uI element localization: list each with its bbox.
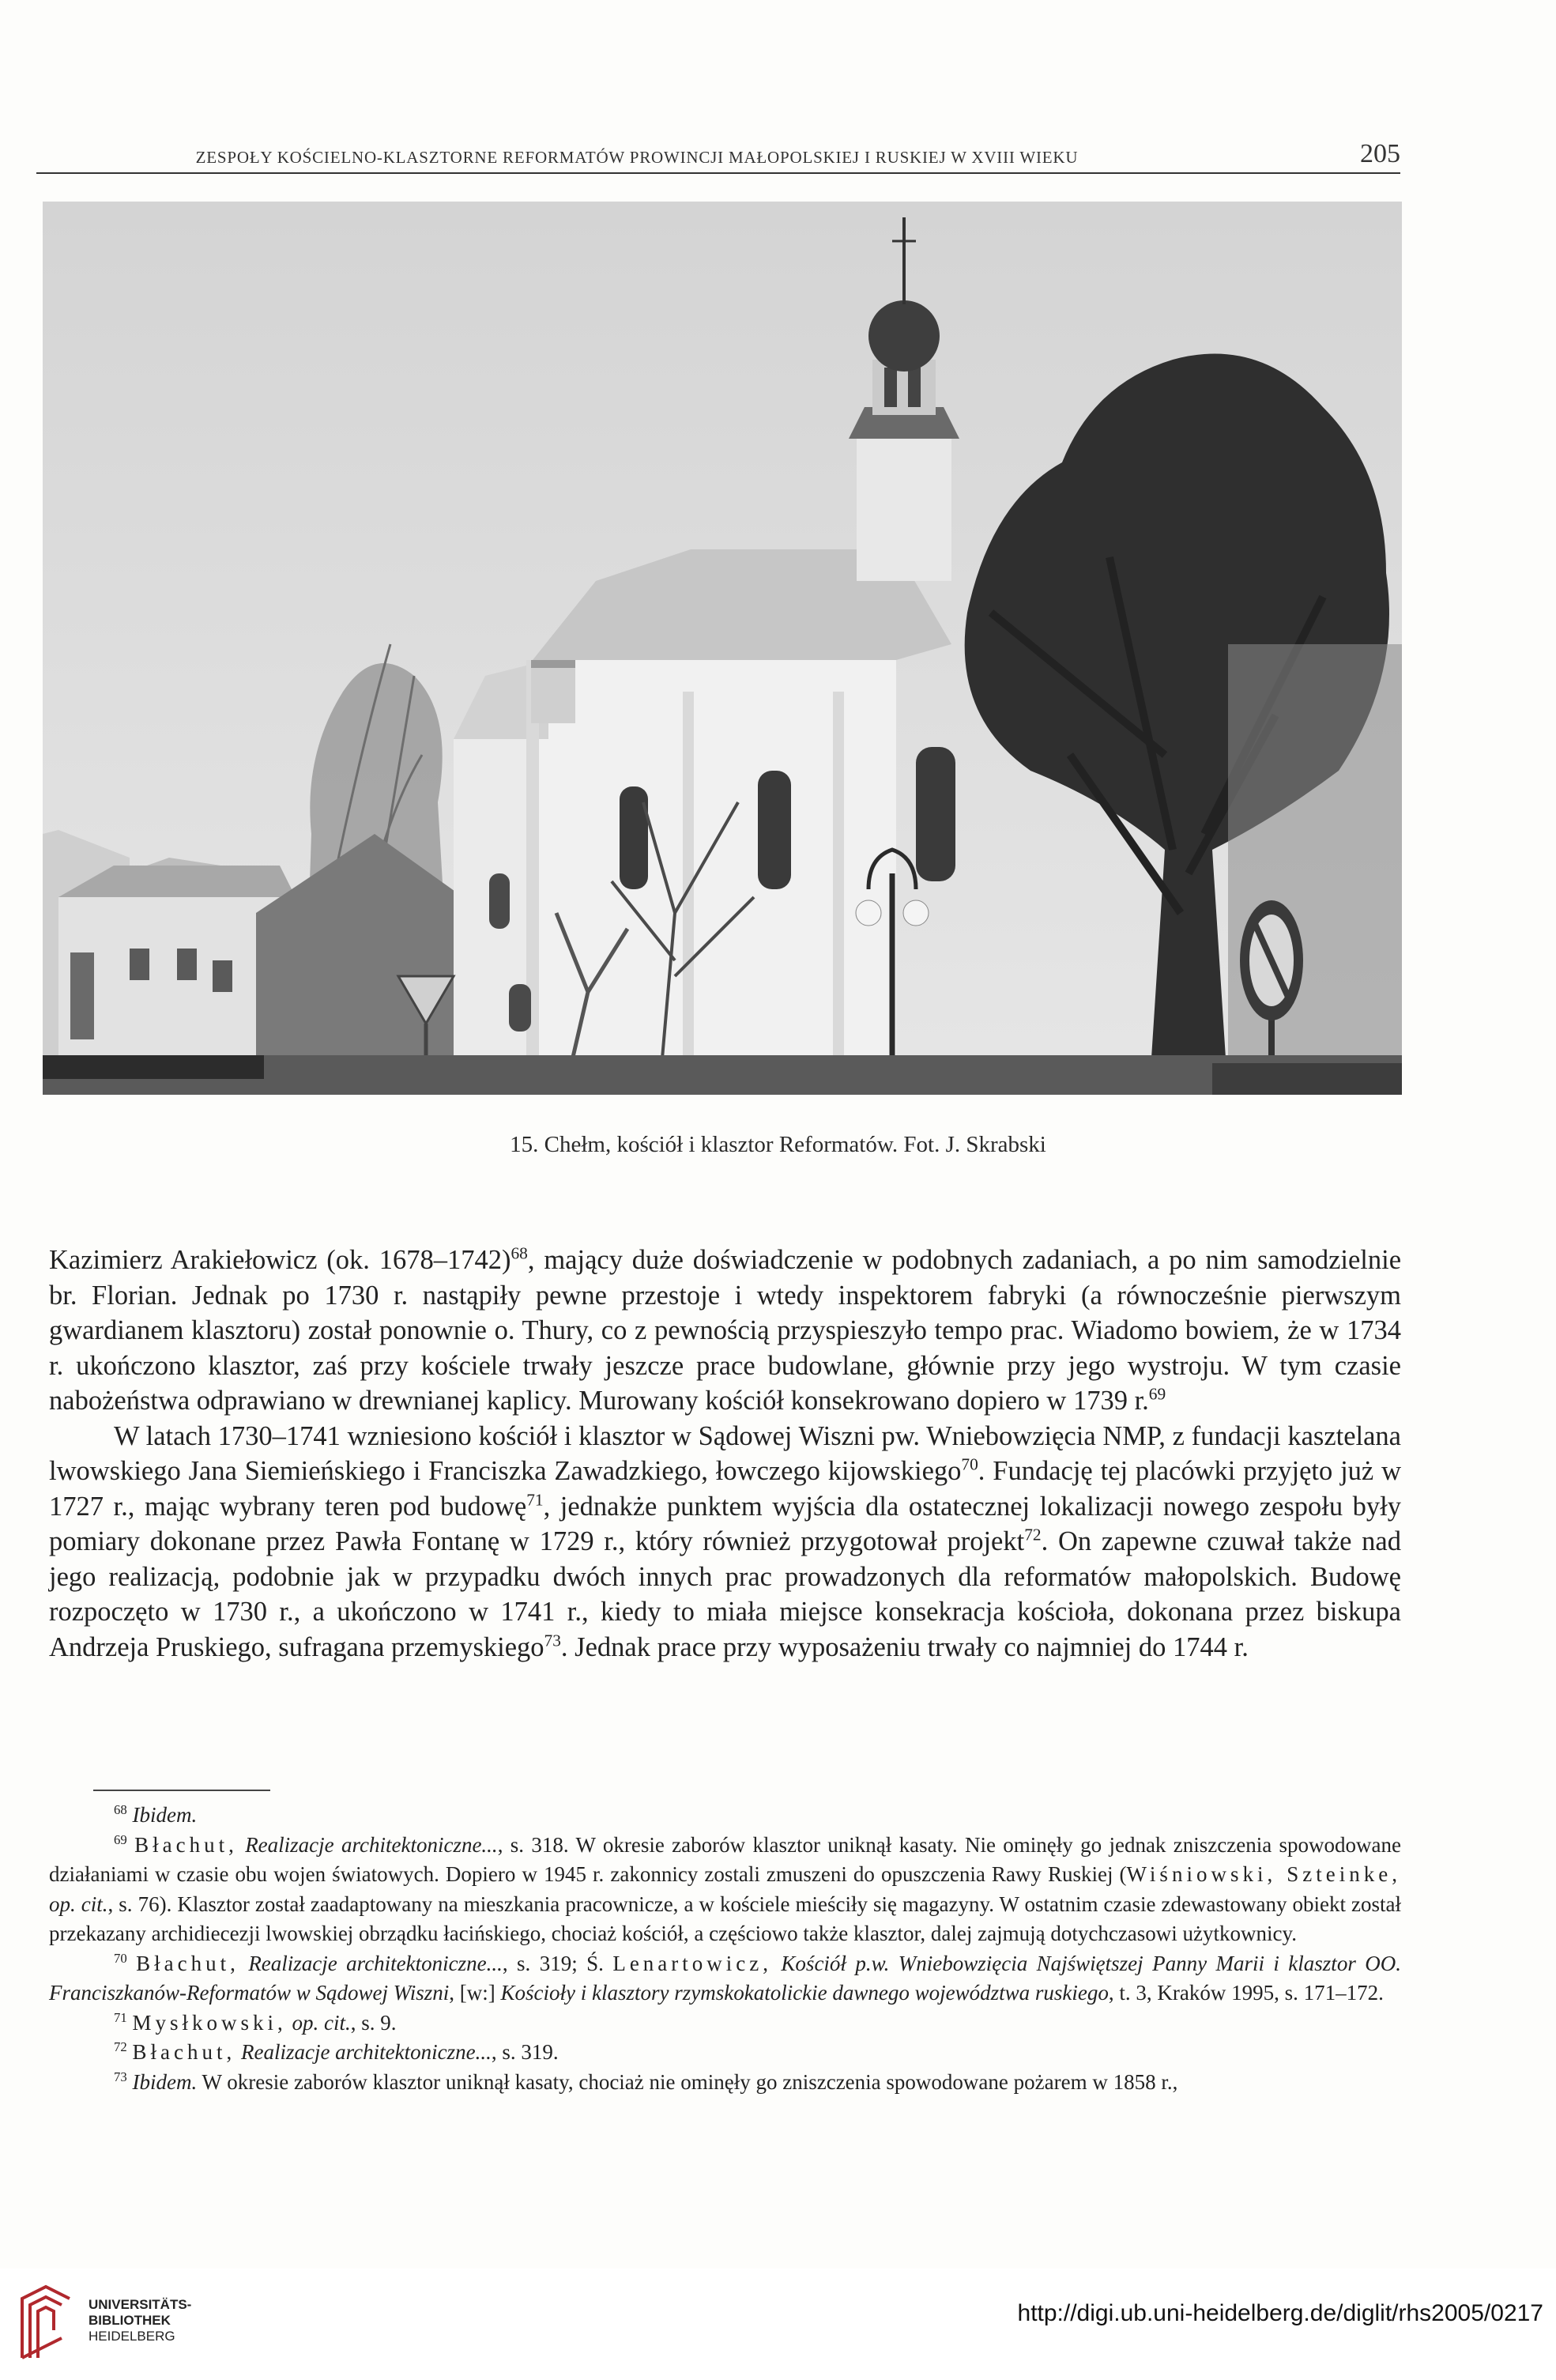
text-run: . Fundację tej placówki przyjęto już w 1727 r., mając wybrany teren pod budowę: [49, 1456, 1401, 1522]
footnote-70: [49, 1949, 1401, 2008]
footnote-69: [49, 1831, 1401, 1949]
page-number: 205: [1360, 139, 1400, 168]
text-run: W latach 1730–1741 wzniesiono kościół i klasztor w Sądowej Wiszni pw. Wniebowzięcia NMP, z fundacji kasztelana lwowskiego Jana Siemieńskiego i Franciszka Zawadzkiego, łowczego kijowskiego: [49, 1420, 1401, 1486]
footnote-text: , [w:]: [449, 1981, 501, 2005]
digitization-footer: [0, 2269, 1556, 2380]
library-name-line: BIBLIOTHEK: [89, 2313, 171, 2328]
library-name: [89, 2297, 191, 2344]
text-run: . Jednak prace przy wyposażeniu trwały co najmniej do 1744 r.: [560, 1631, 1249, 1662]
footnote-73: [49, 2068, 1401, 2098]
footnote-text: W okresie zaborów klasztor uniknął kasaty, chociaż nie ominęły go zniszczenia spowodowane pożarem w 1858 r.,: [197, 2069, 1178, 2094]
source-url-link[interactable]: http://digi.ub.uni-heidelberg.de/diglit/rhs2005/0217: [1017, 2300, 1543, 2326]
footnote-title: Kościoły i klasztory rzymskokatolickie dawnego województwa ruskiego: [500, 1981, 1109, 2005]
footnote-ref: 68: [511, 1243, 528, 1263]
footnote-number: 71: [114, 2009, 127, 2025]
footnote-72: [49, 2038, 1401, 2068]
running-head-title: ZESPOŁY KOŚCIELNO-KLASZTORNE REFORMATÓW PROWINCJI MAŁOPOLSKIEJ I RUSKIEJ W XVIII WIEKU: [195, 148, 1079, 167]
footnote-ref: 69: [1148, 1384, 1166, 1404]
footnote-title: Realizacje architektoniczne...: [240, 2040, 492, 2064]
footnote-number: 68: [114, 1802, 127, 1817]
footnote-author: Wiśniowski, Szteinke,: [1126, 1862, 1401, 1886]
footnote-author: Błachut,: [132, 2040, 236, 2064]
footnote-ibidem: Ibidem.: [132, 1803, 198, 1827]
text-run: , mający duże doświadczenie w podobnych zadaniach, a po nim samodzielnie br. Florian. Jednak po 1730 r. nastąpiły pewne przestoje i wtedy inspektorem fabryki (a równocześnie pierwszym gwardianem klasztoru) został ponownie o. Thury, co z pewnością przyspieszyło tempo prac. Wiadomo bowiem, że w 1734 r. ukończono klasztor, zaś przy kościele trwały jeszcze prace budowlane, głównie przy jego wystroju. W tym czasie nabożeństwa odprawiano w drewnianej kaplicy. Murowany kościół konsekrowano dopiero w 1739 r.: [49, 1245, 1402, 1416]
text-run: Kazimierz Arakiełowicz (ok. 1678–1742): [49, 1245, 511, 1275]
footnotes: [49, 1801, 1401, 2097]
footnote-author: Lenartowicz,: [612, 1951, 772, 1975]
footnote-text: , s. 318. W okresie zaborów klasztor uniknął kasaty. Nie ominęły go jednak zniszczenia spowodowane działaniami w czasie obu wojen światowych. Dopiero w 1945 r. zakonnicy zostali zmuszeni do opuszczenia Rawy Ruskiej (: [49, 1832, 1402, 1886]
footnote-text: , s. 319; Ś.: [502, 1951, 613, 1975]
footnote-ibidem: Ibidem.: [132, 2069, 198, 2094]
paragraph-1: [49, 1243, 1401, 1419]
footnote-ref: 71: [526, 1490, 544, 1509]
footnote-ref: 70: [961, 1454, 978, 1474]
text-run: . On zapewne czuwał także nad jego realizacją, podobnie jak w przypadku dwóch innych prac prowadzonych dla reformatów małopolskich. Budowę rozpoczęto w 1730 r., a ukończono w 1741 r., kiedy to miała miejsce konsekracja kościoła, dokonana przez biskupa Andrzeja Pruskiego, sufragana przemyskiego: [49, 1526, 1401, 1662]
footnote-text: , s. 9.: [350, 2010, 397, 2035]
footnote-opcit: op. cit.: [49, 1892, 108, 1916]
footnote-opcit: op. cit.: [292, 2010, 351, 2035]
footnote-number: 72: [114, 2039, 127, 2054]
footnote-title: Realizacje architektoniczne...: [248, 1951, 503, 1975]
footnote-number: 70: [114, 1950, 127, 1966]
footnote-text: , s. 319.: [491, 2040, 559, 2064]
library-name-line: HEIDELBERG: [89, 2329, 175, 2344]
text-run: , jednakże punktem wyjścia dla ostatecznej lokalizacji nowego zespołu były pomiary dokonane przez Pawła Fontanę w 1729 r., który również przygotował projekt: [49, 1491, 1401, 1556]
figure-caption: 15. Chełm, kościół i klasztor Reformatów. Fot. J. Skrabski: [510, 1132, 1046, 1157]
footnote-ref: 73: [544, 1631, 561, 1650]
footnote-71: [49, 2008, 1401, 2039]
footnote-title: Kościół p.w. Wniebowzięcia Najświętszej Panny Marii i klasztor OO. Franciszkanów-Reformatów w Sądowej Wiszni: [49, 1951, 1401, 2005]
paragraph-2: [49, 1419, 1401, 1665]
body-text: [49, 1243, 1401, 1665]
footnote-number: 73: [114, 2069, 127, 2084]
footnote-author: Mysłkowski,: [132, 2010, 287, 2035]
footnote-author: Błachut,: [136, 1951, 239, 1975]
footnote-divider: [93, 1790, 270, 1791]
footnote-number: 69: [114, 1831, 127, 1847]
footnote-author: Błachut,: [134, 1832, 238, 1857]
footnote-68: [49, 1801, 1401, 1831]
church-photograph: [43, 202, 1402, 1095]
running-header: [36, 134, 1400, 174]
footnote-text: , s. 76). Klasztor został zaadaptowany na mieszkania pracownicze, a w kościele mieściły się magazyny. W ostatnim czasie zdewastowany obiekt został przekazany archidiecezji lwowskiej obrządku łacińskiego, chociaż kościół, a częściowo także klasztor, dalej zajmują dotychczasowi użytkownicy.: [49, 1892, 1401, 1945]
footnote-ref: 72: [1024, 1525, 1042, 1545]
library-name-line: UNIVERSITÄTS-: [89, 2297, 192, 2312]
footnote-title: Realizacje architektoniczne...: [245, 1832, 498, 1857]
footnote-text: , t. 3, Kraków 1995, s. 171–172.: [1108, 1981, 1384, 2005]
university-library-logo-icon: [14, 2283, 77, 2362]
